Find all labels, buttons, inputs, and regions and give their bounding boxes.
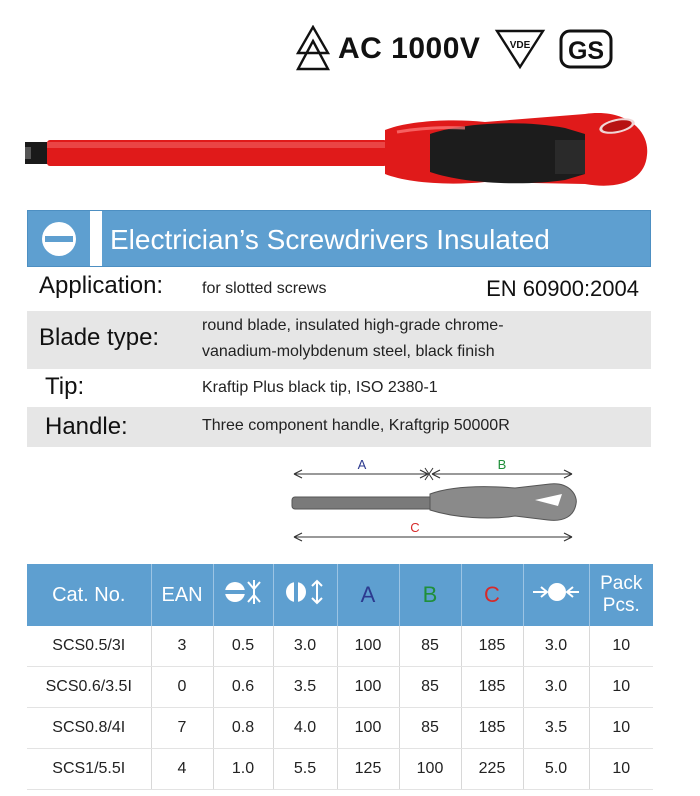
header-pack-line2: Pcs.	[602, 595, 640, 616]
cell-ean: 7	[151, 708, 213, 749]
cell-b: 100	[399, 749, 461, 790]
cell-cat-no: SCS0.5/3I	[27, 626, 151, 667]
cell-b: 85	[399, 708, 461, 749]
spec-row-application	[27, 267, 651, 309]
spec-row-handle	[27, 407, 651, 447]
cell-a: 125	[337, 749, 399, 790]
spec-row-blade	[27, 311, 651, 369]
table-row	[27, 667, 653, 708]
header-thickness	[213, 564, 273, 626]
cell-thickness: 0.8	[213, 708, 273, 749]
cell-b: 85	[399, 626, 461, 667]
cell-pack: 10	[589, 749, 653, 790]
cell-a: 100	[337, 626, 399, 667]
voltage-rating: AC 1000V	[338, 32, 481, 65]
screwdriver-photo	[25, 100, 665, 200]
table-header-row	[27, 564, 653, 626]
rating-header	[296, 22, 614, 76]
vde-mark-icon	[494, 27, 546, 71]
cell-width: 4.0	[273, 708, 337, 749]
cell-a: 100	[337, 667, 399, 708]
header-b: B	[399, 564, 461, 626]
slotted-screw-icon	[40, 220, 78, 258]
title-icon-box	[28, 211, 90, 266]
cell-cat-no: SCS1/5.5I	[27, 749, 151, 790]
shaft-diameter-icon	[531, 578, 581, 606]
cell-ean: 0	[151, 667, 213, 708]
header-diameter	[523, 564, 589, 626]
header-c: C	[461, 564, 523, 626]
dim-label-a: A	[357, 457, 367, 472]
blade-thickness-icon	[223, 578, 263, 606]
spec-label-application: Application:	[39, 272, 164, 299]
gs-mark-text: GS	[568, 37, 605, 65]
spec-value-blade-line2: vanadium-molybdenum steel, black finish	[202, 343, 495, 360]
cell-diameter: 3.0	[523, 667, 589, 708]
spec-value-application: for slotted screws	[202, 280, 327, 297]
cell-diameter: 5.0	[523, 749, 589, 790]
cell-pack: 10	[589, 667, 653, 708]
cell-pack: 10	[589, 708, 653, 749]
spec-label-blade: Blade type:	[39, 324, 160, 351]
header-cat-no: Cat. No.	[27, 564, 151, 626]
cell-pack: 10	[589, 626, 653, 667]
cell-c: 185	[461, 626, 523, 667]
cell-b: 85	[399, 667, 461, 708]
spec-value-handle: Three component handle, Kraftgrip 50000R	[202, 417, 510, 434]
spec-value-blade-line1: round blade, insulated high-grade chrome-	[202, 317, 504, 334]
header-ean: EAN	[151, 564, 213, 626]
cell-thickness: 0.5	[213, 626, 273, 667]
cell-width: 3.5	[273, 667, 337, 708]
spec-label-tip: Tip:	[45, 373, 85, 400]
cell-width: 3.0	[273, 626, 337, 667]
cell-thickness: 0.6	[213, 667, 273, 708]
cell-cat-no: SCS0.6/3.5I	[27, 667, 151, 708]
blade-width-icon	[284, 578, 326, 606]
header-pack-line1: Pack	[600, 573, 643, 594]
cell-c: 185	[461, 708, 523, 749]
cell-ean: 4	[151, 749, 213, 790]
dim-label-c: C	[410, 520, 420, 535]
dim-label-b: B	[497, 457, 507, 472]
cell-cat-no: SCS0.8/4I	[27, 708, 151, 749]
spec-value-tip: Kraftip Plus black tip, ISO 2380-1	[202, 379, 438, 396]
product-title-bar	[27, 210, 651, 267]
double-insulation-triangle-icon	[296, 25, 330, 73]
cell-diameter: 3.5	[523, 708, 589, 749]
product-title: Electrician’s Screwdrivers Insulated	[110, 224, 550, 255]
cell-c: 185	[461, 667, 523, 708]
header-a: A	[337, 564, 399, 626]
product-table	[27, 564, 653, 790]
cell-ean: 3	[151, 626, 213, 667]
title-separator	[90, 211, 102, 266]
cell-thickness: 1.0	[213, 749, 273, 790]
table-row	[27, 708, 653, 749]
spec-row-tip	[27, 369, 651, 407]
cell-diameter: 3.0	[523, 626, 589, 667]
table-row	[27, 749, 653, 790]
spec-label-handle: Handle:	[45, 413, 128, 440]
table-row	[27, 626, 653, 667]
dimension-diagram	[280, 450, 585, 555]
cell-width: 5.5	[273, 749, 337, 790]
gs-mark-icon	[558, 27, 614, 71]
cell-a: 100	[337, 708, 399, 749]
vde-mark-text: VDE	[510, 40, 531, 51]
header-pack	[589, 564, 653, 626]
cell-c: 225	[461, 749, 523, 790]
spec-standard: EN 60900:2004	[486, 276, 639, 301]
header-width	[273, 564, 337, 626]
